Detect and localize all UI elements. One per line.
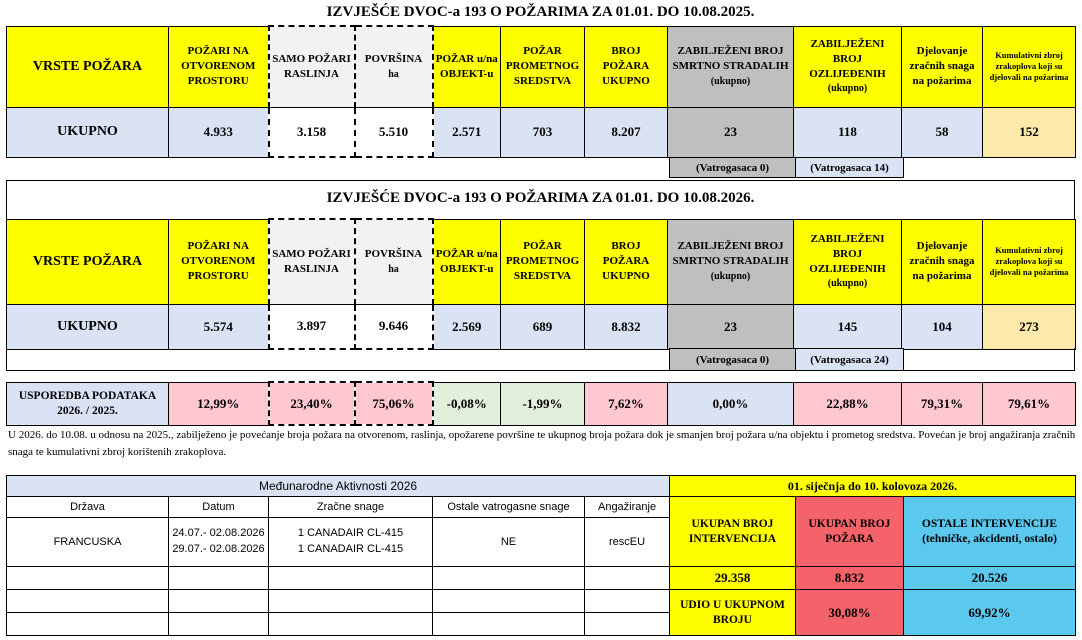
intl-air: 1 CANADAIR CL-415 1 CANADAIR CL-415	[269, 518, 433, 567]
value-cell: 8.207	[585, 107, 668, 157]
report-2025-notes	[669, 157, 904, 178]
value-cell: 104	[902, 304, 983, 349]
value-cell: 58	[902, 107, 983, 157]
international-table	[6, 475, 670, 636]
report-2025-table	[6, 25, 1076, 158]
header-aircraft-cumulative: Kumulativni zbroj zrakoplova koji su djelovali na požarima	[983, 26, 1076, 107]
value-cell: 2.571	[433, 107, 501, 157]
share-fires: 30,08%	[796, 590, 904, 636]
header-injured: ZABILJEŽENI BROJ OZLIJEĐENIH (ukupno)	[794, 26, 902, 107]
report-2025-title: IZVJEŠĆE DVOC-a 193 O POŽARIMA ZA 01.01. DO 10.08.2025.	[326, 4, 755, 20]
comparison-value: 23,40%	[269, 382, 355, 425]
comparison-value: 79,61%	[983, 382, 1076, 425]
value-cell: 23	[668, 304, 794, 349]
header-open-space: POŽARI NA OTVORENOM PROSTORU	[169, 219, 269, 304]
value-cell: 2.569	[433, 304, 501, 349]
header-vehicle: POŽAR PROMETNOG SREDSTVA	[501, 219, 585, 304]
comparison-value: 0,00%	[668, 382, 794, 425]
total-fires-value: 8.832	[796, 567, 904, 590]
value-cell: 8.832	[585, 304, 668, 349]
header-area: POVRŠINA ha	[355, 219, 433, 304]
row-label-total: UKUPNO	[7, 107, 169, 157]
comparison-value: 79,31%	[902, 382, 983, 425]
header-fire-types: VRSTE POŽARA	[7, 219, 169, 304]
note-firefighters-killed: (Vatrogasaca 0)	[670, 158, 796, 178]
intl-header-other: Ostale vatrogasne snage	[433, 497, 585, 518]
row-label-total: UKUPNO	[7, 304, 169, 349]
header-total-fires: BROJ POŽARA UKUPNO	[585, 219, 668, 304]
intl-header-air: Zračne snage	[269, 497, 433, 518]
value-cell: 5.510	[355, 107, 433, 157]
header-vegetation: SAMO POŽARI RASLINJA	[269, 26, 355, 107]
value-cell: 4.933	[169, 107, 269, 157]
value-cell: 3.158	[269, 107, 355, 157]
value-cell: 3.897	[269, 304, 355, 349]
value-cell: 703	[501, 107, 585, 157]
intl-header-engagement: Angažiranje	[585, 497, 670, 518]
value-cell: 273	[983, 304, 1076, 349]
comparison-table	[6, 381, 1076, 426]
value-cell: 118	[794, 107, 902, 157]
note-firefighters-injured: (Vatrogasaca 14)	[796, 158, 904, 178]
value-cell: 145	[794, 304, 902, 349]
note-firefighters-killed: (Vatrogasaca 0)	[670, 349, 796, 371]
header-open-space: POŽARI NA OTVORENOM PROSTORU	[169, 26, 269, 107]
comparison-value: 75,06%	[355, 382, 433, 425]
report-2026-notes	[669, 348, 904, 371]
header-fire-types: VRSTE POŽARA	[7, 26, 169, 107]
value-cell: 689	[501, 304, 585, 349]
comparison-value: 7,62%	[585, 382, 668, 425]
header-vegetation: SAMO POŽARI RASLINJA	[269, 219, 355, 304]
header-object: POŽAR u/na OBJEKT-u	[433, 219, 501, 304]
value-cell: 9.646	[355, 304, 433, 349]
header-air-forces: Djelovanje zračnih snaga na požarima	[902, 26, 983, 107]
share-label: UDIO U UKUPNOM BROJU	[670, 590, 796, 636]
intl-engagement: rescEU	[585, 518, 670, 567]
header-fatalities: ZABILJEŽENI BROJ SMRTNO STRADALIH (ukupno)	[668, 219, 794, 304]
header-total-fires-count: UKUPAN BROJ POŽARA	[796, 497, 904, 567]
intl-header-date: Datum	[169, 497, 269, 518]
header-air-forces: Djelovanje zračnih snaga na požarima	[902, 219, 983, 304]
total-interventions-value: 29.358	[670, 567, 796, 590]
header-total-fires: BROJ POŽARA UKUPNO	[585, 26, 668, 107]
header-injured: ZABILJEŽENI BROJ OZLIJEĐENIH (ukupno)	[794, 219, 902, 304]
interventions-period: 01. siječnja do 10. kolovoza 2026.	[670, 476, 1076, 497]
report-2026-table	[6, 218, 1076, 350]
value-cell: 152	[983, 107, 1076, 157]
note-firefighters-injured: (Vatrogasaca 24)	[796, 349, 904, 371]
intl-other: NE	[433, 518, 585, 567]
comparison-label: USPOREDBA PODATAKA 2026. / 2025.	[7, 382, 169, 425]
header-object: POŽAR u/na OBJEKT-u	[433, 26, 501, 107]
comparison-value: 22,88%	[794, 382, 902, 425]
header-area: POVRŠINA ha	[355, 26, 433, 107]
interventions-table	[669, 475, 1076, 636]
intl-country: FRANCUSKA	[7, 518, 169, 567]
comparison-value: -1,99%	[501, 382, 585, 425]
value-cell: 5.574	[169, 304, 269, 349]
report-2026-note-spacer	[6, 348, 669, 371]
comparison-value: -0,08%	[433, 382, 501, 425]
comparison-value: 12,99%	[169, 382, 269, 425]
value-cell: 23	[668, 107, 794, 157]
intl-dates: 24.07.- 02.08.2026 29.07.- 02.08.2026	[169, 518, 269, 567]
international-title: Međunarodne Aktivnosti 2026	[7, 476, 670, 497]
summary-paragraph: U 2026. do 10.08. u odnosu na 2025., zabilježeno je povećanje broja požara na otvorenom, raslinja, opožarene površine te ukupnog broja požara dok je smanjen broj požara u/na objektu i prometog sredstva. Povećan je broj angažiranja zračnih snaga te kumulativni zbroj korištenih zrakoplova.	[8, 429, 1076, 459]
header-total-interventions: UKUPAN BROJ INTERVENCIJA	[670, 497, 796, 567]
share-other: 69,92%	[904, 590, 1076, 636]
other-interventions-value: 20.526	[904, 567, 1076, 590]
header-other-interventions: OSTALE INTERVENCIJE (tehničke, akcidenti, ostalo)	[904, 497, 1076, 567]
header-aircraft-cumulative: Kumulativni zbroj zrakoplova koji su djelovali na požarima	[983, 219, 1076, 304]
intl-header-country: Država	[7, 497, 169, 518]
header-vehicle: POŽAR PROMETNOG SREDSTVA	[501, 26, 585, 107]
report-2026-title: IZVJEŠĆE DVOC-a 193 O POŽARIMA ZA 01.01. DO 10.08.2026.	[326, 190, 755, 206]
header-fatalities: ZABILJEŽENI BROJ SMRTNO STRADALIH (ukupno)	[668, 26, 794, 107]
report-2026-note-spacer-right	[902, 348, 1075, 371]
